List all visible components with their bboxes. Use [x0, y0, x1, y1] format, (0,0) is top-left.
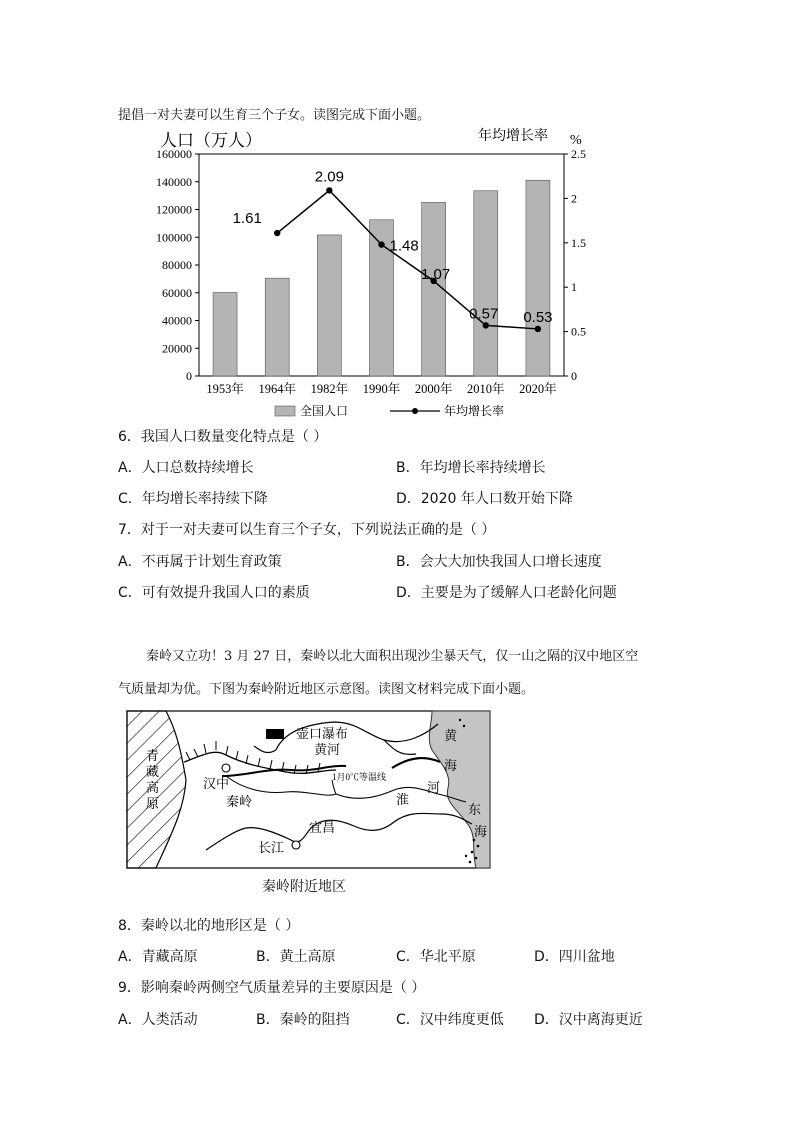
changjiang-label: 长江	[258, 840, 285, 855]
population-bar	[526, 180, 550, 376]
intro-text-1: 提倡一对夫妻可以生育三个子女。读图完成下面小题。	[118, 108, 431, 123]
yichang-marker	[292, 841, 300, 849]
yellow-river-label: 黄河	[314, 742, 341, 757]
right-tick-label: 2.5	[571, 147, 586, 161]
legend-line-label: 年均增长率	[444, 404, 505, 418]
rate-data-label: 1.48	[389, 237, 419, 255]
q6-option-d[interactable]: D．2020 年人口数开始下降	[396, 491, 573, 507]
left-tick-label: 160000	[156, 147, 192, 161]
yichang-label: 宜昌	[309, 820, 336, 835]
legend-bar-swatch	[275, 406, 295, 416]
left-tick-label: 60000	[162, 285, 192, 300]
q7-option-a[interactable]: A．不再属于计划生育政策	[118, 554, 282, 570]
right-tick-label: 0.5	[571, 324, 586, 339]
plateau-label	[146, 748, 159, 811]
rate-line	[277, 190, 538, 329]
legend	[275, 403, 504, 418]
q9-option-d[interactable]: D．汉中离海更近	[534, 1012, 643, 1028]
hanzhong-marker	[222, 764, 230, 772]
left-tick-label: 100000	[156, 230, 192, 245]
rate-point	[378, 241, 384, 247]
q9-option-a[interactable]: A．人类活动	[118, 1012, 198, 1028]
q7-option-b[interactable]: B．会大大加快我国人口增长速度	[396, 554, 602, 570]
q6-option-b[interactable]: B．年均增长率持续增长	[396, 460, 546, 476]
plateau-char-1: 青	[146, 748, 160, 763]
hukou-label: 壶口瀑布	[296, 726, 349, 741]
yellow-sea-char-1: 黄	[444, 728, 458, 743]
q8-option-b[interactable]: B．黄土高原	[256, 949, 336, 965]
rate-data-label: 1.07	[421, 265, 451, 283]
population-chart	[140, 122, 620, 422]
population-bar	[213, 292, 237, 376]
x-tick-label: 2020年	[519, 382, 557, 396]
x-tick-label: 1990年	[362, 382, 401, 396]
q6-option-c[interactable]: C．年均增长率持续下降	[118, 491, 268, 507]
q8-stem: 8．秦岭以北的地形区是（ ）	[118, 918, 300, 934]
rate-data-label: 0.57	[469, 305, 499, 323]
legend-bar-label: 全国人口	[300, 404, 349, 418]
right-tick-label: 0	[571, 369, 577, 383]
q9-option-c[interactable]: C．汉中纬度更低	[396, 1012, 504, 1028]
intro-text-2-line1: 秦岭又立功！3 月 27 日，秦岭以北大面积出现沙尘暴天气，仅一山之隔的汉中地区空	[146, 649, 639, 664]
right-tick-label: 2	[571, 191, 577, 206]
left-tick-label: 140000	[156, 174, 192, 189]
q8-option-d[interactable]: D．四川盆地	[534, 949, 615, 965]
rate-data-label: 2.09	[314, 168, 344, 186]
x-tick-label: 2000年	[414, 382, 453, 396]
left-tick-label: 20000	[162, 341, 192, 356]
q9-stem: 9．影响秦岭两侧空气质量差异的主要原因是（ ）	[118, 980, 426, 996]
q8-option-c[interactable]: C．华北平原	[396, 949, 476, 965]
plateau-char-2: 藏	[146, 764, 160, 779]
population-bar	[317, 235, 341, 376]
left-tick-label: 40000	[162, 313, 192, 328]
map-caption: 秦岭附近地区	[262, 879, 346, 895]
q6-stem: 6．我国人口数量变化特点是（ ）	[118, 429, 328, 445]
right-axis-title: 年均增长率	[478, 127, 548, 143]
rate-data-label: 0.53	[523, 308, 553, 326]
left-tick-label: 0	[186, 369, 192, 383]
rate-point	[274, 230, 280, 236]
east-sea-char-1: 东	[468, 802, 482, 817]
east-sea-char-2: 海	[474, 824, 488, 839]
q7-stem: 7．对于一对夫妻可以生育三个子女，下列说法正确的是（ ）	[118, 522, 496, 538]
rate-point	[535, 326, 541, 332]
x-tick-label: 2010年	[467, 382, 505, 396]
huai-label: 淮	[396, 792, 410, 807]
he-label: 河	[427, 780, 441, 795]
x-tick-label: 1964年	[258, 382, 296, 396]
x-tick-label: 1953年	[206, 382, 244, 396]
plateau-char-4: 原	[146, 796, 160, 811]
q7-option-c[interactable]: C．可有效提升我国人口的素质	[118, 585, 310, 601]
q7-option-d[interactable]: D．主要是为了缓解人口老龄化问题	[396, 585, 617, 601]
q9-option-b[interactable]: B．秦岭的阻挡	[256, 1012, 350, 1028]
rate-data-label: 1.61	[232, 210, 262, 228]
x-tick-label: 1982年	[310, 382, 349, 396]
isotherm-label: 1月0℃等温线	[332, 772, 387, 782]
intro-text-2-line2: 气质量却为优。下图为秦岭附近地区示意图。读图文材料完成下面小题。	[118, 682, 535, 697]
qinling-map	[126, 710, 492, 870]
left-axis-title: 人口（万人）	[160, 131, 262, 150]
left-tick-label: 80000	[162, 258, 192, 272]
yellow-sea-char-2: 海	[444, 758, 458, 773]
population-bar	[474, 191, 498, 376]
rate-point	[326, 187, 332, 193]
q8-option-a[interactable]: A．青藏高原	[118, 949, 198, 965]
q6-option-a[interactable]: A．人口总数持续增长	[118, 460, 254, 476]
rate-point	[483, 322, 489, 328]
right-axis-unit: %	[570, 133, 582, 148]
hukou-falls-marker	[266, 729, 284, 739]
plateau-char-3: 高	[146, 780, 160, 795]
right-tick-label: 1	[571, 280, 577, 295]
legend-line-marker	[412, 408, 418, 414]
left-tick-label: 120000	[156, 202, 192, 217]
population-bar	[265, 278, 289, 376]
population-bar	[422, 202, 446, 376]
qinling-label: 秦岭	[226, 794, 253, 809]
hanzhong-label: 汉中	[203, 776, 230, 791]
right-tick-label: 1.5	[571, 235, 586, 250]
